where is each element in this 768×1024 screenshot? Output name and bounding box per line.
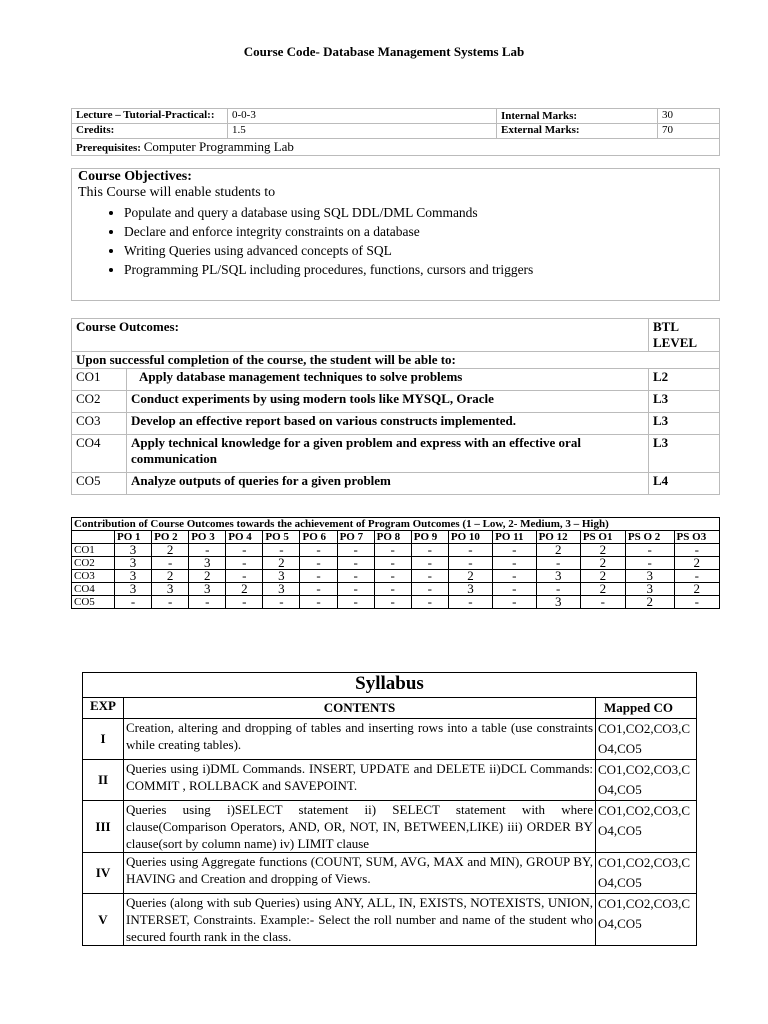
mapping-cell: - bbox=[337, 557, 374, 570]
mapping-cell: - bbox=[189, 544, 226, 557]
outcomes-heading: Course Outcomes: bbox=[72, 319, 649, 352]
mapping-cell: - bbox=[152, 557, 189, 570]
po-header: PO 4 bbox=[226, 531, 263, 544]
syllabus-row bbox=[83, 801, 697, 853]
syllabus-exp: V bbox=[83, 894, 124, 946]
mapping-cell: 3 bbox=[189, 583, 226, 596]
ltp-value: 0-0-3 bbox=[228, 109, 497, 124]
mapping-cell: - bbox=[374, 583, 411, 596]
mapping-cell: - bbox=[411, 570, 448, 583]
co-id: CO1 bbox=[72, 369, 127, 391]
mapping-cell: 3 bbox=[448, 583, 492, 596]
syllabus-mapped-co: CO1,CO2,CO3,CO4,CO5 bbox=[596, 894, 697, 946]
mapping-cell: - bbox=[411, 596, 448, 609]
po-header: PO 9 bbox=[411, 531, 448, 544]
btl-heading: BTL LEVEL bbox=[649, 319, 720, 352]
po-header: PS O1 bbox=[580, 531, 625, 544]
syllabus-mapped-co: CO1,CO2,CO3,CO4,CO5 bbox=[596, 760, 697, 801]
syllabus-exp: I bbox=[83, 719, 124, 760]
mapping-cell: 2 bbox=[448, 570, 492, 583]
mapping-cell: - bbox=[337, 544, 374, 557]
exp-header: EXP bbox=[83, 698, 124, 719]
co-text: Apply technical knowledge for a given problem and express with an effective oral communication bbox=[127, 435, 649, 473]
mapping-cell: 2 bbox=[152, 544, 189, 557]
po-header: PO 5 bbox=[263, 531, 300, 544]
credits-value: 1.5 bbox=[228, 124, 497, 139]
mapping-cell: - bbox=[374, 596, 411, 609]
syllabus-exp: III bbox=[83, 801, 124, 853]
course-outcomes-table bbox=[71, 318, 720, 495]
syllabus-row bbox=[83, 760, 697, 801]
mapping-cell: - bbox=[493, 544, 536, 557]
syllabus-mapped-co: CO1,CO2,CO3,CO4,CO5 bbox=[596, 719, 697, 760]
mapping-cell: 2 bbox=[674, 557, 719, 570]
mapping-cell: - bbox=[411, 544, 448, 557]
mapping-cell: 2 bbox=[580, 544, 625, 557]
po-header: PO 8 bbox=[374, 531, 411, 544]
mapping-co: CO3 bbox=[72, 570, 115, 583]
mapping-cell: - bbox=[226, 596, 263, 609]
co-level: L3 bbox=[649, 413, 720, 435]
mapping-cell: - bbox=[674, 596, 719, 609]
co-id: CO3 bbox=[72, 413, 127, 435]
mapping-body bbox=[72, 544, 720, 609]
mapping-cell: - bbox=[300, 557, 337, 570]
mapping-cell: 2 bbox=[580, 557, 625, 570]
mapping-cell: 3 bbox=[263, 570, 300, 583]
mapping-cell: - bbox=[411, 557, 448, 570]
po-header: PO 7 bbox=[337, 531, 374, 544]
mapping-cell: 3 bbox=[115, 583, 152, 596]
co-level: L4 bbox=[649, 473, 720, 495]
prerequisites-label: Prerequisites: bbox=[76, 142, 141, 154]
mapping-cell: 3 bbox=[115, 544, 152, 557]
mapping-co: CO5 bbox=[72, 596, 115, 609]
po-header: PO 11 bbox=[493, 531, 536, 544]
mapping-cell: - bbox=[115, 596, 152, 609]
course-info-table bbox=[71, 108, 720, 156]
mapping-cell: - bbox=[300, 583, 337, 596]
syllabus-contents: Queries using i)DML Commands. INSERT, UPDATE and DELETE ii)DCL Commands: COMMIT , ROLLBACK and SAVEPOINT. bbox=[124, 760, 596, 801]
objectives-list bbox=[72, 203, 719, 279]
syllabus-table bbox=[82, 672, 697, 946]
syllabus-heading: Syllabus bbox=[83, 673, 697, 698]
mapping-cell: 2 bbox=[580, 583, 625, 596]
co-level: L3 bbox=[649, 391, 720, 413]
syllabus-contents: Creation, altering and dropping of tables and inserting rows into a table (use constraints while creating tables). bbox=[124, 719, 596, 760]
syllabus-row bbox=[83, 719, 697, 760]
mapping-cell: - bbox=[152, 596, 189, 609]
mapping-cell: - bbox=[536, 557, 580, 570]
syllabus-mapped-co: CO1,CO2,CO3,CO4,CO5 bbox=[596, 853, 697, 894]
po-header: PO 6 bbox=[300, 531, 337, 544]
po-header: PO 12 bbox=[536, 531, 580, 544]
co-id: CO2 bbox=[72, 391, 127, 413]
mapping-cell: - bbox=[493, 557, 536, 570]
page-title: Course Code- Database Management Systems Lab bbox=[243, 44, 525, 59]
prerequisites-cell bbox=[72, 139, 720, 156]
credits-label: Credits: bbox=[72, 124, 228, 139]
mapping-cell: - bbox=[674, 570, 719, 583]
mapping-corner-cell bbox=[72, 531, 115, 544]
co-level: L2 bbox=[649, 369, 720, 391]
syllabus-exp: II bbox=[83, 760, 124, 801]
objective-item: • Declare and enforce integrity constraints on a database bbox=[124, 222, 719, 241]
po-header: PS O 2 bbox=[625, 531, 674, 544]
ltp-label: Lecture – Tutorial-Practical:: bbox=[72, 109, 228, 124]
external-marks-label: External Marks: bbox=[497, 124, 658, 139]
co-level: L3 bbox=[649, 435, 720, 473]
co-id: CO5 bbox=[72, 473, 127, 495]
mapping-cell: - bbox=[493, 583, 536, 596]
syllabus-row bbox=[83, 894, 697, 946]
mapping-cell: - bbox=[300, 596, 337, 609]
mapping-co: CO4 bbox=[72, 583, 115, 596]
mapped-co-header: Mapped CO bbox=[596, 698, 697, 719]
mapping-cell: - bbox=[448, 557, 492, 570]
mapping-cell: 3 bbox=[115, 557, 152, 570]
co-text: Analyze outputs of queries for a given problem bbox=[127, 473, 649, 495]
mapping-cell: - bbox=[226, 570, 263, 583]
mapping-cell: 2 bbox=[580, 570, 625, 583]
mapping-cell: - bbox=[625, 544, 674, 557]
prerequisites-value: Computer Programming Lab bbox=[143, 139, 294, 154]
mapping-cell: - bbox=[411, 583, 448, 596]
contents-header: CONTENTS bbox=[124, 698, 596, 719]
mapping-cell: - bbox=[374, 557, 411, 570]
mapping-cell: - bbox=[625, 557, 674, 570]
mapping-heading: Contribution of Course Outcomes towards the achievement of Program Outcomes (1 – Low, 2- Medium, 3 – High) bbox=[72, 518, 720, 531]
objective-item: • Programming PL/SQL including procedures, functions, cursors and triggers bbox=[124, 260, 719, 279]
objective-item: • Writing Queries using advanced concepts of SQL bbox=[124, 241, 719, 260]
mapping-cell: - bbox=[374, 570, 411, 583]
mapping-cell: 2 bbox=[625, 596, 674, 609]
syllabus-contents: Queries using Aggregate functions (COUNT, SUM, AVG, MAX and MIN), GROUP BY, HAVING and Creation and dropping of Views. bbox=[124, 853, 596, 894]
mapping-cell: 2 bbox=[263, 557, 300, 570]
mapping-cell: - bbox=[674, 544, 719, 557]
mapping-cell: 3 bbox=[115, 570, 152, 583]
outcomes-intro: Upon successful completion of the course, the student will be able to: bbox=[72, 352, 720, 369]
mapping-cell: - bbox=[226, 557, 263, 570]
mapping-cell: - bbox=[189, 596, 226, 609]
mapping-cell: 3 bbox=[536, 596, 580, 609]
syllabus-contents: Queries (along with sub Queries) using ANY, ALL, IN, EXISTS, NOTEXISTS, UNION, INTERSET, Constraints. Example:- Select the roll number and name of the student who secured fourth rank in the class. bbox=[124, 894, 596, 946]
po-header: PO 3 bbox=[189, 531, 226, 544]
co-text: Apply database management techniques to solve problems bbox=[127, 369, 649, 391]
syllabus-contents: Queries using i)SELECT statement ii) SELECT statement with where clause(Comparison Operators, AND, OR, NOT, IN, BETWEEN,LIKE) iii) ORDER BY clause(sort by column name) iv) LIMIT clause bbox=[124, 801, 596, 853]
mapping-cell: - bbox=[374, 544, 411, 557]
po-header: PO 10 bbox=[448, 531, 492, 544]
mapping-cell: 3 bbox=[536, 570, 580, 583]
external-marks-value: 70 bbox=[658, 124, 720, 139]
mapping-cell: - bbox=[263, 544, 300, 557]
mapping-cell: 3 bbox=[625, 570, 674, 583]
co-po-mapping-table bbox=[71, 517, 720, 609]
mapping-cell: - bbox=[263, 596, 300, 609]
mapping-cell: 2 bbox=[674, 583, 719, 596]
mapping-co: CO2 bbox=[72, 557, 115, 570]
po-header: PS O3 bbox=[674, 531, 719, 544]
mapping-cell: - bbox=[448, 596, 492, 609]
mapping-cell: 3 bbox=[625, 583, 674, 596]
internal-marks-label: Internal Marks: bbox=[497, 109, 658, 124]
objectives-intro: This Course will enable students to bbox=[78, 185, 276, 200]
mapping-cell: - bbox=[536, 583, 580, 596]
mapping-cell: 2 bbox=[226, 583, 263, 596]
objective-item: • Populate and query a database using SQL DDL/DML Commands bbox=[124, 203, 719, 222]
mapping-co: CO1 bbox=[72, 544, 115, 557]
mapping-cell: - bbox=[337, 570, 374, 583]
co-text: Conduct experiments by using modern tools like MYSQL, Oracle bbox=[127, 391, 649, 413]
po-header: PO 1 bbox=[115, 531, 152, 544]
mapping-cell: - bbox=[337, 596, 374, 609]
mapping-cell: - bbox=[337, 583, 374, 596]
co-id: CO4 bbox=[72, 435, 127, 473]
mapping-cell: - bbox=[300, 544, 337, 557]
internal-marks-value: 30 bbox=[658, 109, 720, 124]
syllabus-row bbox=[83, 853, 697, 894]
mapping-cell: - bbox=[300, 570, 337, 583]
mapping-cell: 2 bbox=[152, 570, 189, 583]
mapping-cell: - bbox=[493, 570, 536, 583]
mapping-cell: 3 bbox=[263, 583, 300, 596]
co-text: Develop an effective report based on various constructs implemented. bbox=[127, 413, 649, 435]
syllabus-mapped-co: CO1,CO2,CO3,CO4,CO5 bbox=[596, 801, 697, 853]
mapping-cell: - bbox=[226, 544, 263, 557]
syllabus-exp: IV bbox=[83, 853, 124, 894]
course-objectives bbox=[71, 168, 720, 301]
mapping-row bbox=[72, 596, 720, 609]
mapping-cell: - bbox=[493, 596, 536, 609]
mapping-cell: 2 bbox=[189, 570, 226, 583]
po-header: PO 2 bbox=[152, 531, 189, 544]
mapping-cell: - bbox=[580, 596, 625, 609]
mapping-cell: 3 bbox=[189, 557, 226, 570]
syllabus-body bbox=[83, 719, 697, 946]
mapping-cell: 3 bbox=[152, 583, 189, 596]
objectives-heading: Course Objectives: bbox=[78, 169, 192, 184]
mapping-cell: - bbox=[448, 544, 492, 557]
mapping-cell: 2 bbox=[536, 544, 580, 557]
